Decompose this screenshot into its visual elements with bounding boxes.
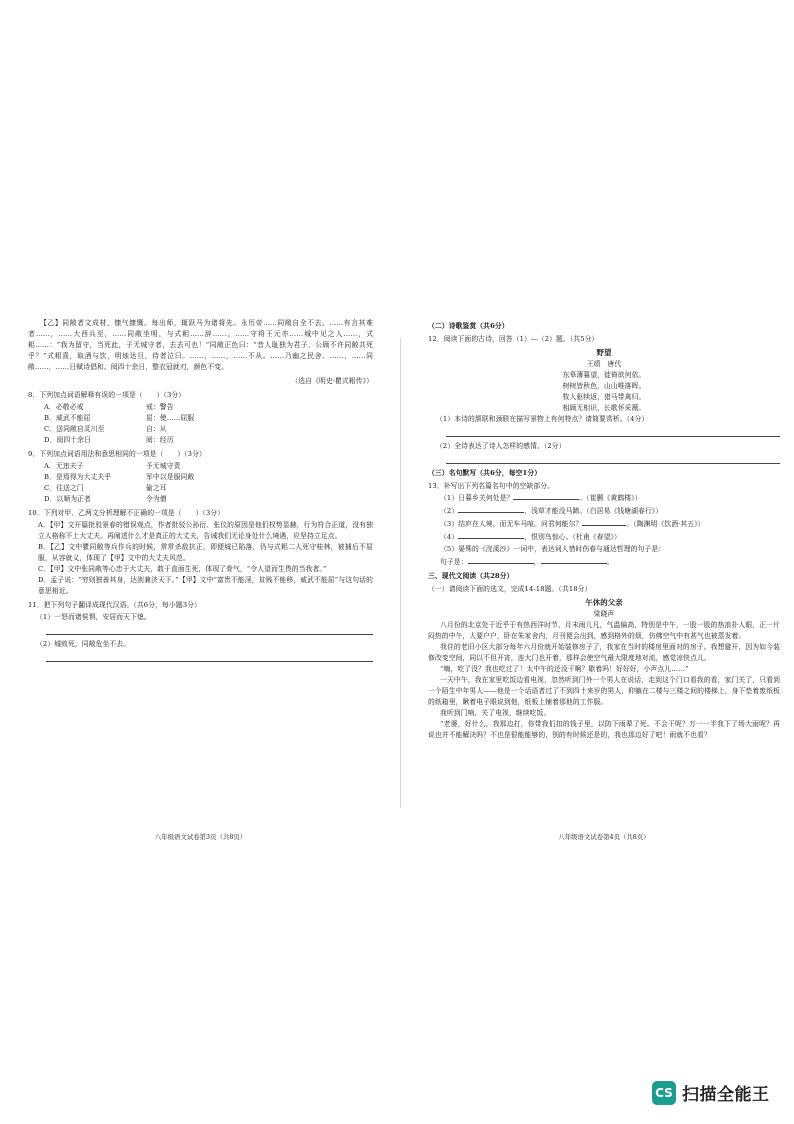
q9-option-row: B．是焉得为大丈夫乎 军中以是服同敞	[44, 473, 195, 481]
q10-option-d: D．孟子说：“穷则独善其身，达则兼济天下。”【甲】文中“富贵不能淫，贫贱不能移，威武不能屈”与这句话的意思相近。	[38, 576, 373, 595]
poem-title: 野望	[596, 348, 612, 357]
question-10-stem: 10．下列对甲、乙两文分析理解不正确的一项是（ ）（3分）	[28, 509, 225, 517]
essay-paragraph: 我听到门响，关了电视，继续吃饭。	[440, 709, 551, 717]
essay-paragraph: “老婆，好什么，我那边打，你带我们扣的钱子里，以防下雨辈了死。不会干呢？万一一半我下了场大雨呢？再说也并不能解决吗？不也是很能能够的，别的有时候还是的，我也那边好了吧！雨就不也看？	[428, 720, 780, 739]
essay-paragraph: 八月份的北京处于近乎于有热西洋时节，月末雨儿凡，气温偏高，特别是中午，一股一股的热浪扑人眼，正一片闷热的中午，人要户户，卧在朱家舍内，月刊便会出到，感到格外的烦，仿佛空气中有甚气也被蒸发着。	[428, 621, 780, 640]
poem-line: 东皋薄暮望，徙倚欲何依。	[562, 371, 646, 379]
page-footer-right: 八年级语文试卷第4页（共8页）	[558, 833, 650, 841]
q12-sub-2: （2）全诗表达了诗人怎样的感情。（2分）	[436, 442, 566, 450]
question-11-stem: 11．把下列句子翻译成现代汉语。（共6分，每小题3分）	[28, 601, 201, 609]
camscanner-logo-icon: CS	[652, 1081, 676, 1105]
left-page	[28, 318, 373, 666]
poem-line: 树树皆秋色，山山唯落晖。	[562, 382, 646, 390]
q10-option-b: B．【乙】文中瞿同敞等兵作兵的时候，常常杀敌抗正，即便城已陷落，仍与式耜二人死守桂林，被捕后不屈服，从容就义，体现了【甲】文中的大丈夫风范。	[38, 543, 373, 562]
q9-option-row: C．往送之门 偷之耳	[44, 484, 167, 492]
question-9-stem: 9．下列加点词语用法和意思相同的一项是（ ）（3分）	[28, 450, 206, 458]
q12-sub-1: （1）本诗的颔联和颈联在描写景物上有何特点？请简要赏析。（4分）	[436, 415, 649, 423]
q11-sub-2: （2）城败死，同敞危坐不去。	[36, 640, 131, 648]
fill-blank[interactable]	[468, 556, 534, 564]
subsection-heading: （一）请阅读下面的选文，完成14-18题。（共18分）	[428, 585, 592, 593]
section-poetry: （二）诗歌鉴赏（共6分）	[428, 322, 509, 330]
q10-option-a: A．【甲】文开篇批驳景春的错误观点，作者批驳公孙衍、张仪的原因是他们权势显赫，行为符合正道，没有独立人格称不上大丈夫。再阐述什么才是真正的大丈夫，告诫我们无论身处什么境遇，应坚持立足点。	[38, 521, 373, 540]
classical-passage: 【乙】同敞者文成材，慷气慷慨。每出师，辄跃马为诸将先。永历帝……同敞自全不去。……有言其难者……，……大西兵至，……同敞坐明，与式耜……辞……。……守将王元亦……城中见之人……，式耜……：“我为留守，当死此，子无城守者，去去可也！”同敞正色曰：“昔人耻独为君子，公顾不许同敞共死乎？”式耜喜，取酒与饮，明烛达旦，侍者泣曰。……，……，……不从。……乃幽之民舍。……，……同敞……，……日赋诗倡和。阅四十余日，整衣冠就刃，颜色不变。	[28, 319, 373, 371]
answer-line[interactable]	[46, 625, 373, 635]
q8-option-row: D．阅四十余日 阅：经历	[44, 436, 174, 444]
poem-author: 王绩 唐代	[586, 360, 622, 368]
fill-item: （1）日暮乡关何处是？ 。（崔颢《黄鹤楼》）	[440, 494, 642, 502]
answer-line[interactable]	[446, 454, 780, 464]
page-footer-left: 八年级语文试卷第3页（共8页）	[154, 833, 247, 841]
q10-option-c: C．【甲】文中张同敞等心忠于大丈夫，敢于直面生死，体现了骨气，“令人望而生畏的当我者。”	[38, 565, 327, 573]
answer-line[interactable]	[446, 427, 780, 437]
scanner-watermark	[652, 1080, 770, 1105]
essay-paragraph: “嗨，吃了没？我也吃过了！太中午的还没干啊？歇着吗！好好好，小声点儿……”	[440, 665, 689, 673]
question-13-stem: 13．补写出下列名篇名句中的空缺部分。	[428, 482, 555, 490]
q11-sub-1: （1）一怒而诸侯惧，安居而天下熄。	[36, 613, 151, 621]
page-divider	[400, 338, 401, 808]
q9-option-row: D．以顺为正者 令为僧	[44, 495, 167, 503]
essay-paragraph: 一天中午，我在家里吃饭边看电视，忽然听到门外一个男人在说话，走到这个门口看我的看，家门关了，只看到一个陌生中年男人——他是一个话语者过了不到四十来岁的男人，仰躺在二楼与三楼之间的楼梯上，身下垫着废纸板的纸箱里，瞅着电子眼说到他，纸板上铺着那他的工作服。	[428, 676, 780, 706]
fill-item: （3）结庐在人境，而无车马喧。问君何能尔？ 。（陶渊明《饮酒·其五》）	[440, 520, 705, 528]
fill-blank[interactable]	[541, 556, 607, 564]
essay-paragraph: 我住的老旧小区大部分每年六月份就开始装修房子了，我家在当时的楼房里面对的房子。我想避开，因为如今装修改变空间，同以不但开宵，连大门也开着，那样会使空气最大限度地对流，感觉凉快点儿。	[428, 643, 780, 662]
poem-line: 牧人驱犊返，猎马带禽归。	[562, 393, 646, 401]
q9-option-row: A．无违夫子 予无城守责	[44, 462, 181, 470]
fill-item: 句子是： ， 。	[440, 558, 614, 566]
passage-source: （选自《明史·瞿式耜传》）	[291, 377, 373, 385]
fill-item: （4） ，恨别鸟惊心。（杜甫《春望》）	[440, 533, 621, 541]
fill-item: （5）晏殊的《浣溪沙》一词中，表达词人惜时伤春与通达哲理的句子是：	[440, 545, 666, 553]
fill-blank[interactable]	[582, 518, 626, 526]
essay-author: 梁晓声	[593, 610, 615, 618]
answer-line[interactable]	[46, 652, 373, 662]
question-8-stem: 8．下列加点词语解释有误的一项是（ ）（3分）	[28, 391, 186, 399]
essay-title: 午休的父亲	[585, 598, 623, 607]
fill-blank[interactable]	[458, 531, 524, 539]
section-dictation: （三）名句默写（共6分，每空1分）	[428, 469, 542, 477]
section-modern-reading: 三、现代文阅读（共28分）	[428, 572, 514, 580]
watermark-text: 扫描全能王	[682, 1085, 770, 1105]
question-12-stem: 12．阅读下面的古诗，回答（1）—（2）题。（共5分）	[428, 335, 599, 343]
poem-line: 相顾无相识，长歌怀采薇。	[562, 404, 646, 412]
q8-option-row: B．威武不能屈 屈：使……屈服	[44, 414, 195, 422]
fill-item: （2） ，浅草才能没马蹄。（白居易《钱塘湖春行》）	[440, 507, 663, 515]
fill-blank[interactable]	[458, 505, 524, 513]
q8-option-row: A．必敬必戒 戒：警告	[44, 403, 174, 411]
right-page	[428, 318, 780, 741]
q8-option-row: C．送同敞自灵川至 自：从	[44, 425, 167, 433]
fill-blank[interactable]	[513, 492, 579, 500]
